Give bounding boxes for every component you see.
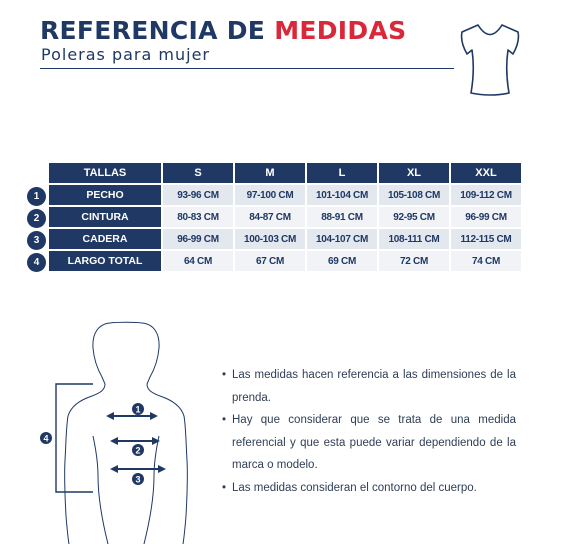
table-cell: 96-99 CM [163, 229, 233, 249]
row-number-badge: 4 [27, 253, 46, 272]
size-header: L [307, 163, 377, 183]
length-marker [40, 432, 52, 444]
table-cell: 67 CM [235, 251, 305, 271]
table-cell: 74 CM [451, 251, 521, 271]
tallas-header: TALLAS [49, 163, 161, 183]
marker-label: 2 [135, 445, 141, 456]
title-part-2: MEDIDAS [274, 16, 407, 45]
table-row [49, 251, 521, 271]
page-title [40, 16, 406, 46]
note-item: • Hay que considerar que se trata de una medida referencial y que esta puede variar dependiendo de la marca o modelo. [222, 409, 516, 477]
marker-label: 1 [135, 404, 141, 415]
table-cell: 112-115 CM [451, 229, 521, 249]
note-item: • Las medidas consideran el contorno del cuerpo. [222, 477, 516, 500]
table-cell: 92-95 CM [379, 207, 449, 227]
table-cell: 100-103 CM [235, 229, 305, 249]
hip-marker [110, 465, 166, 485]
table-cell: 93-96 CM [163, 185, 233, 205]
table-cell: 88-91 CM [307, 207, 377, 227]
row-label: LARGO TOTAL [49, 251, 161, 271]
table-cell: 101-104 CM [307, 185, 377, 205]
size-table-header [49, 163, 521, 183]
size-table [47, 161, 523, 273]
row-number-badge: 1 [27, 187, 46, 206]
row-label: CADERA [49, 229, 161, 249]
row-number-badge: 2 [27, 209, 46, 228]
marker-label: 3 [135, 474, 141, 485]
title-divider [40, 68, 454, 69]
table-row [49, 207, 521, 227]
table-cell: 84-87 CM [235, 207, 305, 227]
body-measurement-figure [36, 320, 196, 544]
row-number-badge: 3 [27, 231, 46, 250]
size-header: S [163, 163, 233, 183]
table-cell: 108-111 CM [379, 229, 449, 249]
table-cell: 72 CM [379, 251, 449, 271]
size-header: M [235, 163, 305, 183]
page-subtitle: Poleras para mujer [41, 45, 210, 64]
table-cell: 96-99 CM [451, 207, 521, 227]
row-label: CINTURA [49, 207, 161, 227]
table-cell: 109-112 CM [451, 185, 521, 205]
row-label: PECHO [49, 185, 161, 205]
table-row [49, 229, 521, 249]
size-header: XXL [451, 163, 521, 183]
table-cell: 105-108 CM [379, 185, 449, 205]
bracket-line [56, 384, 93, 492]
table-cell: 97-100 CM [235, 185, 305, 205]
size-header: XL [379, 163, 449, 183]
table-cell: 104-107 CM [307, 229, 377, 249]
notes-list [222, 364, 516, 499]
table-cell: 64 CM [163, 251, 233, 271]
table-cell: 80-83 CM [163, 207, 233, 227]
note-item: • Las medidas hacen referencia a las dimensiones de la prenda. [222, 364, 516, 409]
t-shirt-icon [458, 20, 522, 96]
waist-marker [110, 437, 160, 456]
marker-label: 4 [43, 433, 49, 444]
body-silhouette [65, 322, 188, 544]
table-cell: 69 CM [307, 251, 377, 271]
table-row [49, 185, 521, 205]
title-part-1: REFERENCIA DE [40, 16, 266, 45]
chest-marker [106, 403, 158, 420]
